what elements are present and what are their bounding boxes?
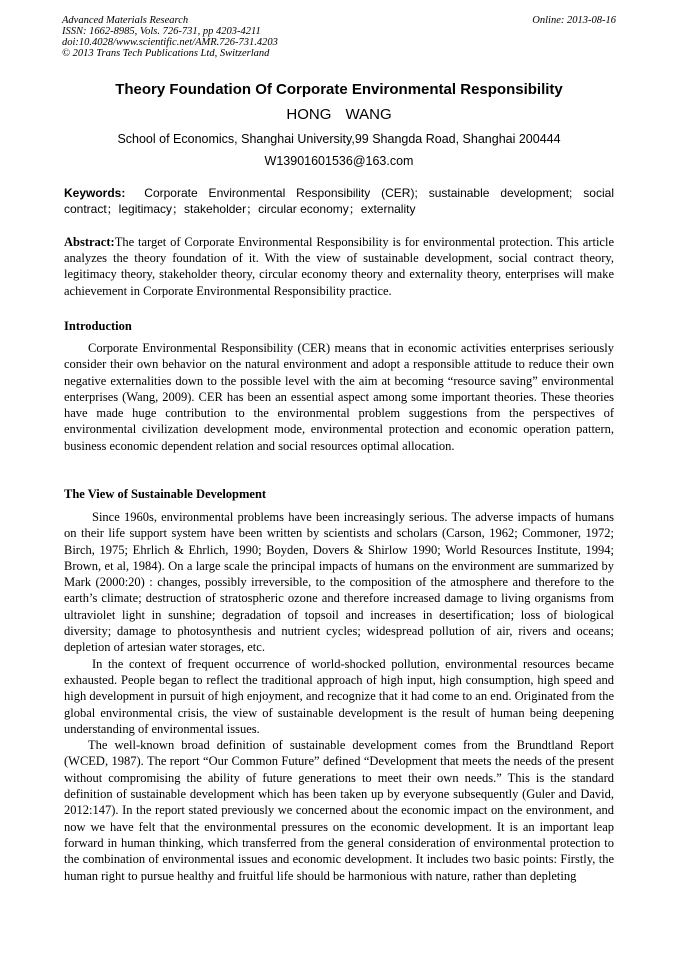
journal-name: Advanced Materials Research (62, 15, 189, 26)
abstract-label: Abstract: (64, 235, 115, 249)
journal-info (62, 15, 278, 59)
introduction-section (64, 340, 614, 454)
paper-title: Theory Foundation Of Corporate Environmental Responsibility (115, 81, 563, 98)
sustainable-heading: The View of Sustainable Development (64, 487, 267, 501)
author-name: HONG WANG (286, 106, 392, 123)
abstract (64, 234, 614, 299)
author-email: W13901601536@163.com (264, 154, 414, 168)
sustainable-section (64, 509, 614, 884)
copyright-line: © 2013 Trans Tech Publications Ltd, Switzerland (62, 48, 270, 59)
online-date: Online: 2013-08-16 (532, 15, 616, 26)
sustainable-paragraph-2: In the context of frequent occurrence of world-shocked pollution, environmental resources became exhausted. People began to reflect the traditional approach of high input, high consumption, high speed and high development in pursuit of high enjoyment, and recognize that it had come to an end. Originated from the global environmental crisis, the view of sustainable development is the result of human being deepening understanding of environmental issues. (64, 656, 614, 736)
affiliation: School of Economics, Shanghai University,99 Shangda Road, Shanghai 200444 (117, 132, 561, 146)
introduction-heading: Introduction (64, 319, 132, 333)
keywords-text: Corporate Environmental Responsibility (CER); sustainable development; social contract；legitimacy；stakeholder；circular economy；externality (64, 186, 614, 216)
introduction-paragraph: Corporate Environmental Responsibility (CER) means that in economic activities enterprises seriously consider their own behavior on the natural environment and adopt a responsible attitude to reduce their own negative externalities down to the possible level with the aim at becoming “resource saving” environmental enterprises (Wang, 2009). CER has been an essential aspect among some important theories. These theories have made huge contribution to the environmental problem suggestions from the perspectives of environmental civilization development mode, environmental protection and economic operation pattern, business economic dependent relation and social resources optimal allocation. (64, 341, 614, 453)
abstract-text: The target of Corporate Environmental Responsibility is for environmental protection. This article analyzes the theory foundation of it. With the view of sustainable development, social contract theory, legitimacy theory, stakeholder theory, circular economy theory and externality theory, enterprises will make achievement in Corporate Environmental Responsibility practice. (64, 235, 614, 298)
sustainable-paragraph-1: Since 1960s, environmental problems have been increasingly serious. The adverse impacts of humans on their life support system have been written by scientists and scholars (Carson, 1962; Commoner, 1972; Birch, 1975; Ehrlich & Ehrlich, 1990; Boyden, Dovers & Shirlow 1990; World Resources Institute, 1994; Brown, et al, 1984). On a large scale the principal impacts of humans on the environment are summarized by Mark (2000:20) : changes, possibly irreversible, to the composition of the atmosphere and therefore to the earth’s climate; destruction of stratospheric ozone and therefore increased damage to living organisms from ultraviolet light in sunshine; degradation of topsoil and increases in desertification; loss of biological diversity; damage to photosynthesis and nutrient cycles; widespread pollution of air, rivers and oceans; depletion of artesian water storages, etc. (64, 510, 614, 655)
keywords (64, 185, 614, 217)
issn-line: ISSN: 1662-8985, Vols. 726-731, pp 4203-4211 (62, 26, 261, 37)
keywords-label: Keywords: (64, 186, 126, 200)
doi-line: doi:10.4028/www.scientific.net/AMR.726-731.4203 (62, 37, 278, 48)
sustainable-paragraph-3: The well-known broad definition of sustainable development comes from the Brundtland Report (WCED, 1987). The report “Our Common Future” defined “Development that meets the needs of the present without compromising the ability of future generations to meet their own needs.” This is the standard definition of sustainable development which has been taken up by everyone subsequently (Guler and David, 2012:147). In the report stated previously we concerned about the economic impact on the environment, and now we have felt that the environmental pressures on the economic development. It is an important leap forward in human thinking, which transferred from the general consideration of environmental protection to the combination of environmental issues and economic development. It includes two basic points: Firstly, the human right to pursue healthy and fruitful life should be harmonious with nature, rather than depleting (64, 738, 614, 883)
